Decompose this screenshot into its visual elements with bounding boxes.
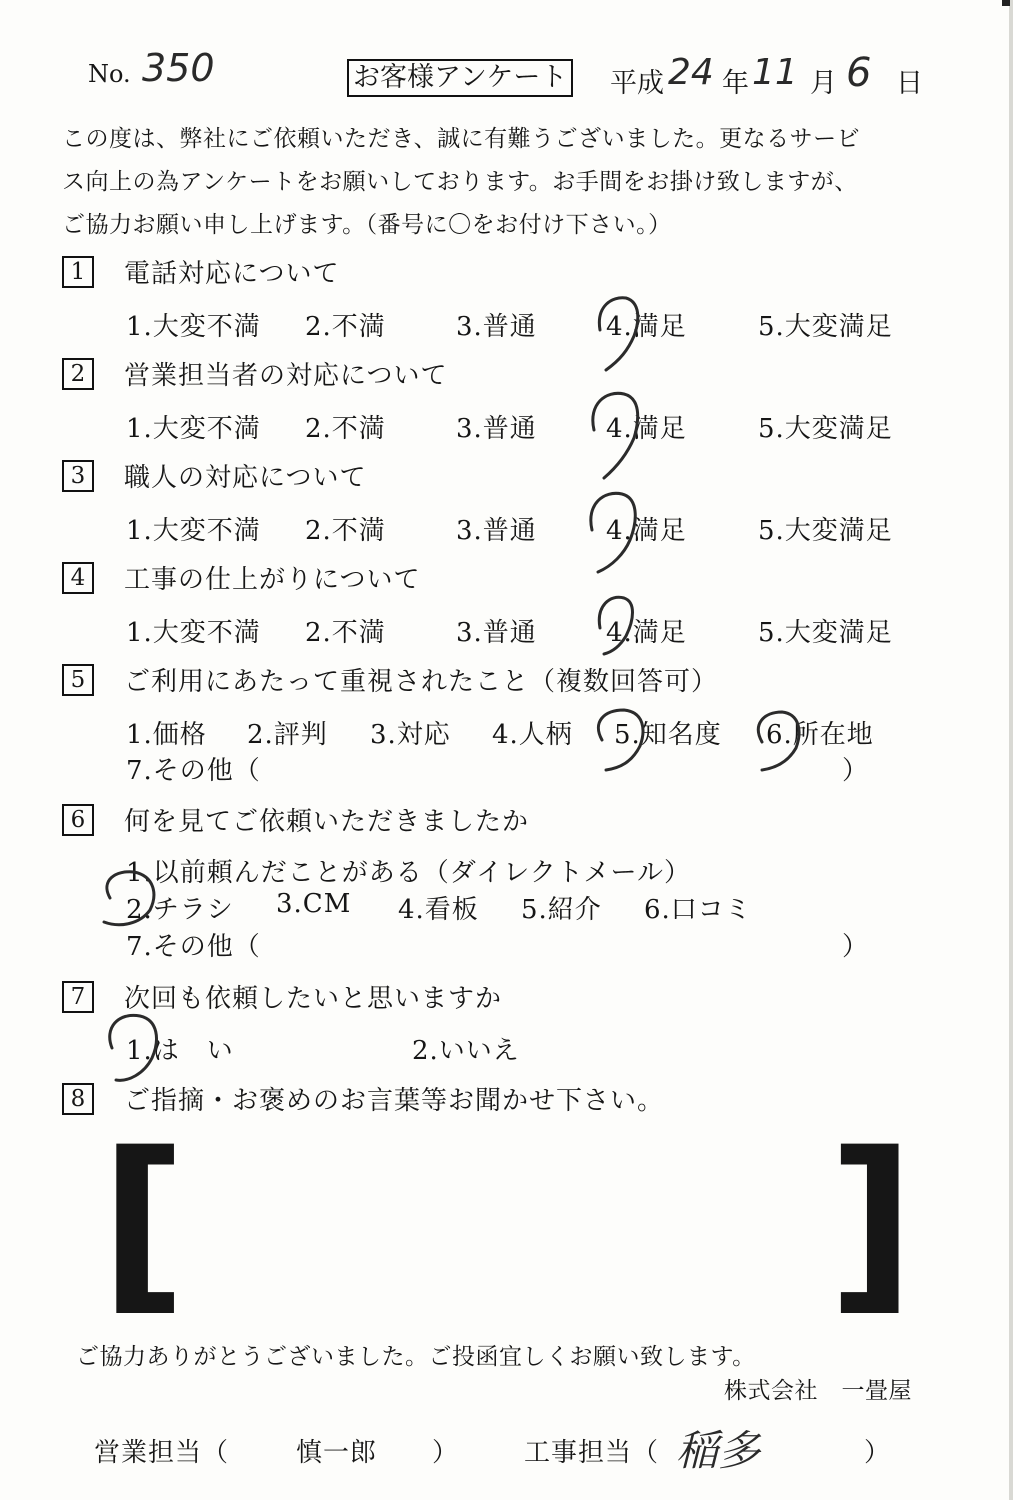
comment-open-bracket: [ (100, 1112, 187, 1333)
works-name: 稲多 (676, 1426, 761, 1475)
thanks-text: ご協力ありがとうございました。ご投函宜しくお願い致します。 (76, 1344, 756, 1370)
works-label: 工事担当（ (524, 1438, 660, 1468)
q1-option-3[interactable]: 3.普通 (456, 312, 537, 342)
year-value: 24 (668, 52, 714, 93)
q3-option-5[interactable]: 5.大変満足 (758, 516, 893, 546)
q5-option-2[interactable]: 2.評判 (247, 720, 328, 750)
intro-line-3: ご協力お願い申し上げます。（番号に〇をお付け下さい。） (62, 212, 672, 238)
q6-option-other[interactable]: 7.その他（ (126, 932, 261, 962)
question-6-text: 何を見てご依頼いただきましたか (124, 807, 530, 837)
question-8-number: 8 (62, 1083, 94, 1115)
q6-other-close: ） (842, 932, 870, 962)
q5-option-1[interactable]: 1.価格 (126, 720, 207, 750)
works-close: ） (864, 1438, 892, 1468)
sales-label: 営業担当（ (94, 1438, 230, 1468)
q4-option-4[interactable]: 4.満足 (606, 618, 687, 648)
q4-option-3[interactable]: 3.普通 (456, 618, 537, 648)
q5-other-close: ） (842, 756, 870, 786)
q1-option-2[interactable]: 2.不満 (305, 312, 386, 342)
question-5-number: 5 (62, 664, 94, 696)
question-4-number: 4 (62, 562, 94, 594)
comment-close-bracket: ] (828, 1112, 915, 1333)
number-value: 350 (142, 46, 215, 90)
intro-line-1: この度は、弊社にご依頼いただき、誠に有難うございました。更なるサービ (62, 126, 861, 152)
number-label: No. (88, 60, 131, 88)
q5-option-4[interactable]: 4.人柄 (492, 720, 573, 750)
question-1-text: 電話対応について (124, 259, 340, 289)
question-3-number: 3 (62, 460, 94, 492)
q6-option-1[interactable]: 1.以前頼んだことがある（ダイレクトメール） (126, 858, 691, 888)
q6-option-6[interactable]: 6.口コミ (644, 895, 752, 925)
q6-option-5[interactable]: 5.紹介 (521, 895, 602, 925)
q3-option-2[interactable]: 2.不満 (305, 516, 386, 546)
scan-corner-mark (1002, 0, 1010, 6)
q1-option-5[interactable]: 5.大変満足 (758, 312, 893, 342)
form-title: お客様アンケート (347, 59, 573, 97)
question-7-number: 7 (62, 981, 94, 1013)
era-label: 平成 (610, 68, 664, 99)
question-2-number: 2 (62, 358, 94, 390)
q2-option-1[interactable]: 1.大変不満 (126, 414, 261, 444)
scan-edge (1009, 0, 1013, 1500)
q3-option-3[interactable]: 3.普通 (456, 516, 537, 546)
question-6-number: 6 (62, 804, 94, 836)
q2-option-4[interactable]: 4.満足 (606, 414, 687, 444)
q4-option-5[interactable]: 5.大変満足 (758, 618, 893, 648)
intro-line-2: ス向上の為アンケートをお願いしております。お手間をお掛け致しますが、 (62, 169, 858, 195)
year-label: 年 (722, 68, 749, 99)
sales-name: 慎一郎 (296, 1438, 378, 1468)
month-label: 月 (810, 68, 837, 99)
question-3-text: 職人の対応について (124, 463, 367, 493)
q6-option-2[interactable]: 2.チラシ (126, 895, 234, 925)
sales-close: ） (432, 1438, 460, 1468)
day-label: 日 (896, 68, 923, 99)
q6-option-4[interactable]: 4.看板 (398, 895, 479, 925)
question-4-text: 工事の仕上がりについて (124, 565, 421, 595)
q3-option-1[interactable]: 1.大変不満 (126, 516, 261, 546)
q5-option-3[interactable]: 3.対応 (370, 720, 451, 750)
q3-option-4[interactable]: 4.満足 (606, 516, 687, 546)
question-7-text: 次回も依頼したいと思いますか (124, 984, 503, 1014)
q7-option-no[interactable]: 2.いいえ (412, 1036, 520, 1066)
q5-option-6[interactable]: 6.所在地 (766, 720, 874, 750)
q7-option-yes[interactable]: 1.は い (126, 1036, 234, 1066)
q2-option-2[interactable]: 2.不満 (305, 414, 386, 444)
question-1-number: 1 (62, 256, 94, 288)
q5-option-5[interactable]: 5.知名度 (614, 720, 722, 750)
month-value: 11 (752, 52, 798, 93)
company-name: 株式会社 一畳屋 (724, 1378, 912, 1404)
question-5-text: ご利用にあたって重視されたこと（複数回答可） (124, 667, 719, 697)
question-8-text: ご指摘・お褒めのお言葉等お聞かせ下さい。 (124, 1086, 665, 1116)
day-value: 6 (846, 50, 872, 96)
q4-option-2[interactable]: 2.不満 (305, 618, 386, 648)
q4-option-1[interactable]: 1.大変不満 (126, 618, 261, 648)
q5-option-other[interactable]: 7.その他（ (126, 756, 261, 786)
q1-option-1[interactable]: 1.大変不満 (126, 312, 261, 342)
q6-option-3[interactable]: 3.CM (276, 889, 352, 919)
q2-option-3[interactable]: 3.普通 (456, 414, 537, 444)
comment-area[interactable] (160, 1160, 840, 1300)
question-2-text: 営業担当者の対応について (124, 361, 448, 391)
q1-option-4[interactable]: 4.満足 (606, 312, 687, 342)
q2-option-5[interactable]: 5.大変満足 (758, 414, 893, 444)
